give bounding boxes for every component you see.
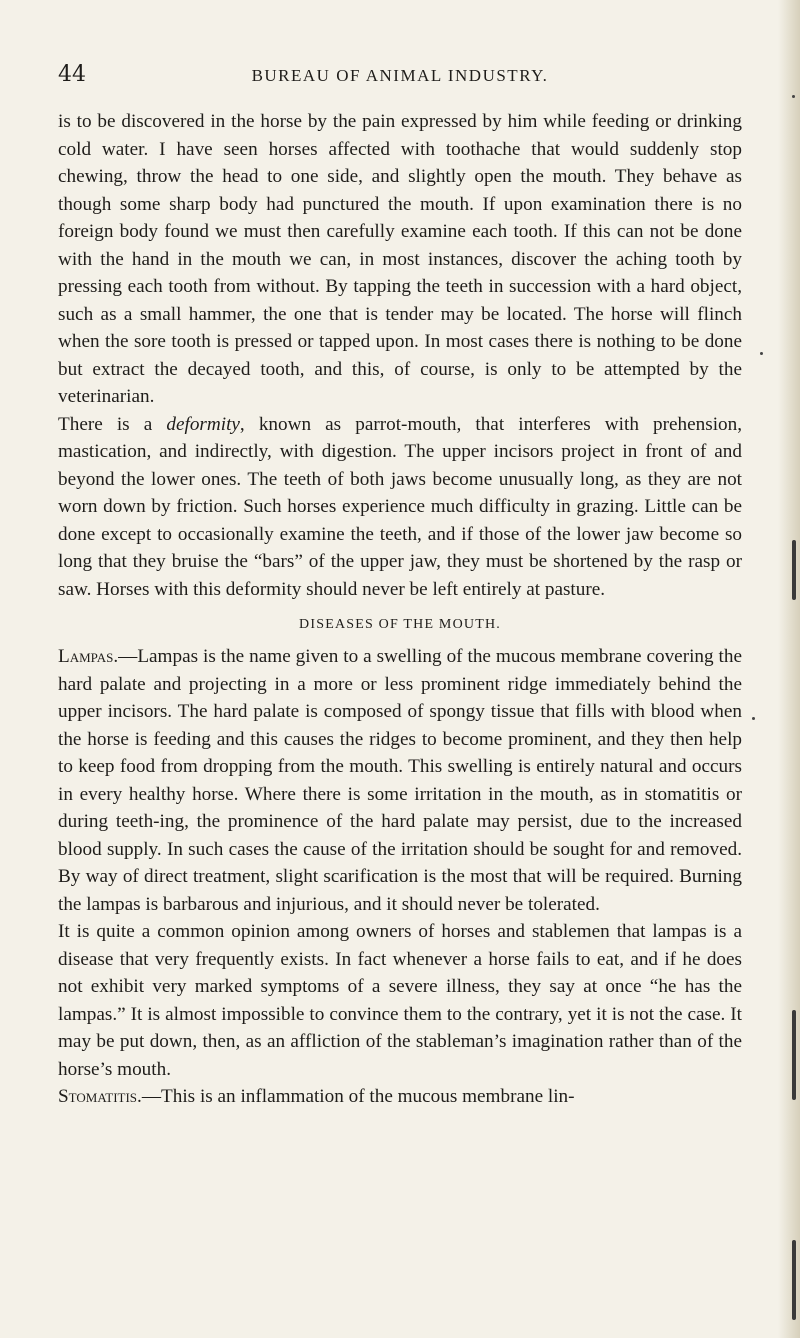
section-heading: DISEASES OF THE MOUTH.: [299, 617, 501, 632]
paragraph-stomatitis-text: .—This is an inflammation of the mucous membrane lin-: [137, 1086, 575, 1107]
paragraph-parrot-mouth-post: , known as parrot-mouth, that interferes with prehension, mastication, and indirectly, with digestion. The upper incisors project in front of and beyond the lower ones. The teeth of both jaws become unusually long, as they are not worn down by friction. Such horses experience much difficulty in grazing. Little can be done except to occasionally examine the teeth, and if those of the lower jaw become so long that they bruise the “bars” of the upper jaw, they must be shortened by the rasp or saw. Horses with this deformity should never be left entirely at pasture.: [58, 413, 743, 600]
paragraph-parrot-mouth: [58, 411, 742, 604]
paper-speck: [792, 95, 795, 98]
paragraph-toothache: is to be discovered in the horse by the pain expressed by him while feeding or drinking cold water. I have seen horses affected with toothache that would suddenly stop chewing, throw the head to one side, and slightly open the mouth. They behave as though some sharp body had punctured the mouth. If upon examination there is no foreign body found we must then carefully examine each tooth. If this can not be done with the hand in the mouth we can, in most instances, discover the aching tooth by pressing each tooth from without. By tapping the teeth in succession with a hard object, such as a small hammer, the one that is tender may be located. The horse will flinch when the sore tooth is pressed or tapped upon. In most cases there is nothing to be done but extract the decayed tooth, and this, of course, is only to be attempted by the veterinarian.: [58, 111, 742, 407]
page-edge-mark: [792, 1010, 796, 1100]
paragraph-parrot-mouth-pre: There is a: [58, 413, 167, 435]
paragraph-lampas-opinion: It is quite a common opinion among owners of horses and stablemen that lampas is a disease that very frequently exists. In fact whenever a horse fails to eat, and if he does not exhibit very marked symptoms of a severe illness, they say at once “he has the lampas.” It is almost impossible to convince them to the contrary, yet it is not the case. It may be put down, then, as an affliction of the stableman’s imagination rather than of the horse’s mouth.: [58, 921, 742, 1080]
page-edge-shadow: [778, 0, 800, 1338]
paragraph-lampas: [58, 643, 742, 918]
deformity-term: deformity: [166, 413, 240, 435]
stomatitis-term: Stomatitis: [58, 1086, 138, 1107]
paragraph-stomatitis: [58, 1083, 742, 1111]
page-body: [58, 108, 742, 1111]
paper-speck: [752, 717, 755, 720]
paragraph-lampas-text: .—Lampas is the name given to a swelling of the mucous membrane covering the hard palate and projecting in a more or less prominent ridge immediately behind the upper incisors. The hard palate is composed of spongy tissue that fills with blood when the horse is feeding and this causes the ridges to become prominent, and they then help to keep food from dropping from the mouth. This swelling is entirely natural and occurs in every healthy horse. Where there is some irritation in the mouth, as in stomatitis or during teeth-ing, the prominence of the hard palate may persist, due to the increased blood supply. In such cases the cause of the irritation should be sought for and removed. By way of direct treatment, slight scarification is the most that will be required. Burning the lampas is barbarous and injurious, and it should never be tolerated.: [58, 646, 742, 915]
page-edge-mark: [792, 1240, 796, 1320]
page-edge-mark: [792, 540, 796, 600]
lampas-term: Lampas: [58, 646, 114, 667]
page-header: [58, 62, 742, 92]
paper-speck: [760, 352, 763, 355]
running-head: BUREAU OF ANIMAL INDUSTRY.: [251, 66, 549, 85]
page-number: 44: [58, 62, 86, 87]
